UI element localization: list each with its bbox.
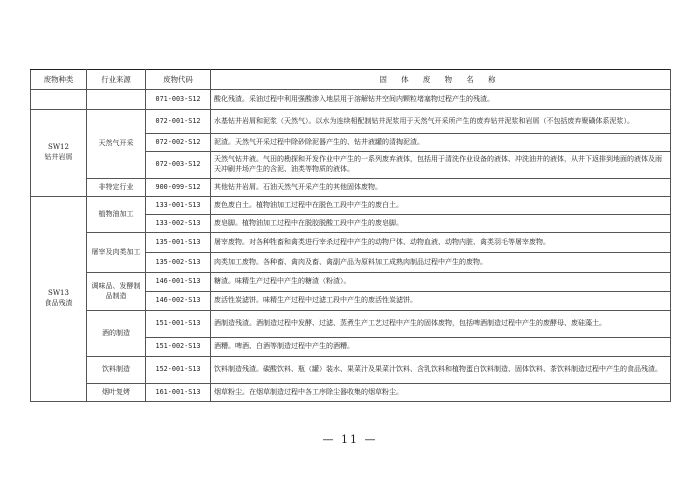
waste-description: 废皂脚。植物油加工过程中在脱胶脱酸工段中产生的废皂脚。 <box>211 215 671 233</box>
category-sw13 <box>31 197 87 402</box>
table-row <box>31 311 671 338</box>
waste-code: 146-001-S13 <box>146 273 211 292</box>
source-slaughter: 屠宰及肉类加工 <box>87 233 146 273</box>
category-cell-empty <box>31 90 87 110</box>
waste-code: 146-002-S13 <box>146 292 211 311</box>
table-row <box>31 273 671 292</box>
table-row <box>31 197 671 215</box>
page-number: — 11 — <box>322 433 378 446</box>
source-beverage: 饮料制造 <box>87 357 146 384</box>
table-row <box>31 357 671 384</box>
table-row <box>31 233 671 253</box>
category-code: SW13 <box>48 289 69 298</box>
category-sw12 <box>31 110 87 197</box>
waste-description: 酸化残渣。采油过程中利用强酸渗入地层用于溶解钻井空间内颗粒堵塞物过程产生的残渣。 <box>211 90 671 110</box>
waste-code: 072-002-S12 <box>146 134 211 152</box>
header-source: 行业来源 <box>87 70 146 90</box>
category-name: 食品残渣 <box>44 299 73 307</box>
waste-code: 133-002-S13 <box>146 215 211 233</box>
waste-description: 烟草粉尘。在烟草制造过程中各工序除尘器收集的烟草粉尘。 <box>211 384 671 402</box>
waste-description: 水基钻井岩屑和泥浆（天然气）。以水为连续相配制钻井泥浆用于天然气开采所产生的废弃钻井泥浆和岩屑（不包括废弃聚磺体系泥浆）。 <box>211 110 671 134</box>
source-vegetable-oil: 植物油加工 <box>87 197 146 233</box>
source-wine: 酒的制造 <box>87 311 146 357</box>
table-row <box>31 110 671 134</box>
table-row <box>31 384 671 402</box>
waste-description: 天然气钻井液。气田的勘探和开发作业中产生的一系列废弃液体，包括用于清洗作业设备的液体、冲洗油井的液体，从井下返排到地面的液体及雨天冲刷井场产生的含泥、油类等物质的液体。 <box>211 152 671 179</box>
waste-code: 161-001-S13 <box>146 384 211 402</box>
source-non-specific: 非特定行业 <box>87 179 146 197</box>
waste-description: 酒糟。啤酒、白酒等制造过程中产生的酒糟。 <box>211 338 671 357</box>
header-category: 废物种类 <box>31 70 87 90</box>
category-code: SW12 <box>48 143 69 152</box>
waste-description: 糖渣。味精生产过程中产生的糖渣（粉渣）。 <box>211 273 671 292</box>
header-waste-name: 固 体 废 物 名 称 <box>211 70 671 90</box>
source-cell-empty <box>87 90 146 110</box>
waste-code: 900-099-S12 <box>146 179 211 197</box>
waste-code: 151-001-S13 <box>146 311 211 338</box>
table-row <box>31 179 671 197</box>
waste-code: 152-001-S13 <box>146 357 211 384</box>
table-row <box>31 90 671 110</box>
waste-code: 135-002-S13 <box>146 253 211 273</box>
waste-description: 废活性炭滤饼。味精生产过程中过滤工段中产生的废活性炭滤饼。 <box>211 292 671 311</box>
source-tobacco: 烟叶复烤 <box>87 384 146 402</box>
waste-description: 肉类加工废物。各种畜、禽肉及畜、禽副产品为原料加工成熟肉制品过程中产生的废物。 <box>211 253 671 273</box>
source-natural-gas: 天然气开采 <box>87 110 146 179</box>
waste-description: 泥渣。天然气开采过程中除砂除泥器产生的、钻井液罐的清掏泥渣。 <box>211 134 671 152</box>
waste-description: 屠宰废物。对各种牲畜和禽类进行宰杀过程中产生的动物尸体、动物血液、动物内脏、禽类羽毛等屠宰废物。 <box>211 233 671 253</box>
table-header-row <box>31 70 671 90</box>
category-name: 钻井岩屑 <box>44 153 73 161</box>
waste-code: 151-002-S13 <box>146 338 211 357</box>
header-code: 废物代码 <box>146 70 211 90</box>
waste-code: 072-003-S12 <box>146 152 211 179</box>
waste-code: 072-001-S12 <box>146 110 211 134</box>
waste-code: 071-003-S12 <box>146 90 211 110</box>
waste-code: 133-001-S13 <box>146 197 211 215</box>
waste-description: 废色废白土。植物油加工过程中在脱色工段中产生的废白土。 <box>211 197 671 215</box>
source-seasoning: 调味品、发酵制品制造 <box>87 273 146 311</box>
waste-code: 135-001-S13 <box>146 233 211 253</box>
waste-description: 酒制造残渣。酒制造过程中发酵、过滤、蒸煮生产工艺过程中产生的固体废物，包括啤酒制造过程中产生的废酵母、废硅藻土。 <box>211 311 671 338</box>
waste-description: 饮料制造残渣。碳酸饮料、瓶（罐）装水、果菜汁及果菜汁饮料、含乳饮料和植物蛋白饮料制造、固体饮料、茶饮料制造过程中产生的食品残渣。 <box>211 357 671 384</box>
solid-waste-table <box>30 69 671 402</box>
waste-description: 其他钻井岩屑。石油天然气开采产生的其他固体废物。 <box>211 179 671 197</box>
